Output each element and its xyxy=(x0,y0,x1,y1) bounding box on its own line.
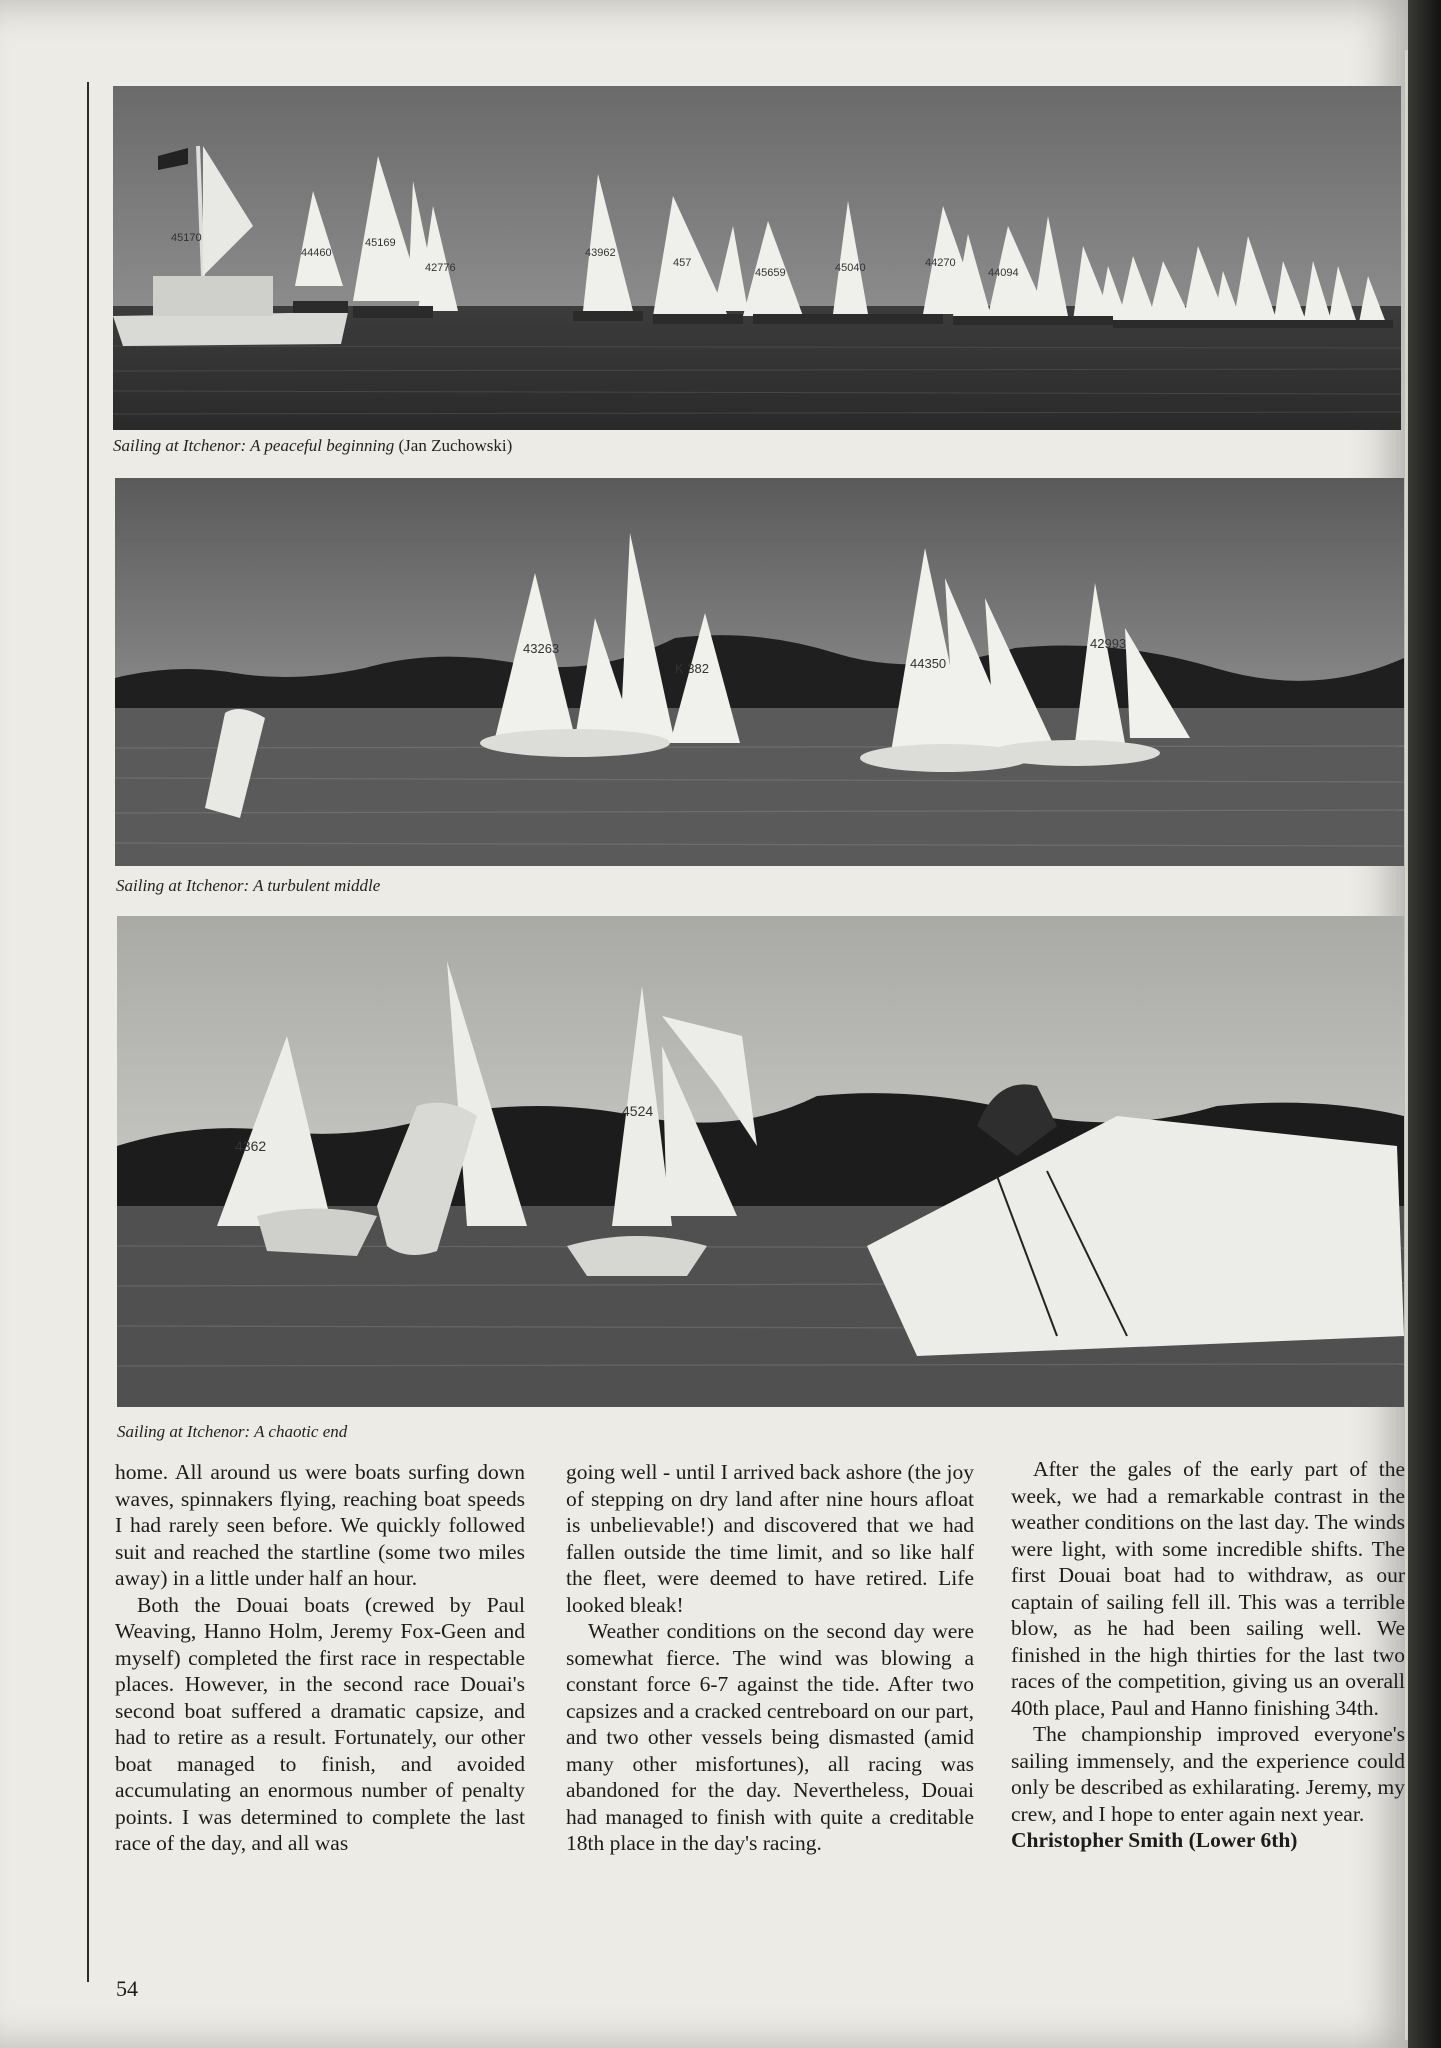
sail-number: 4362 xyxy=(235,1138,267,1154)
caption-title: Sailing at Itchenor: A chaotic end xyxy=(117,1422,348,1441)
race-photo-image xyxy=(115,478,1404,866)
book-spine xyxy=(1408,0,1441,2048)
sail-number: 43263 xyxy=(523,641,560,656)
article-column-3 xyxy=(1011,1456,1405,1854)
fleet-photo-image xyxy=(113,86,1401,430)
margin-rule xyxy=(87,82,89,1982)
sail-number: 45170 xyxy=(171,232,202,244)
caption-title: Sailing at Itchenor: A peaceful beginning xyxy=(113,436,395,455)
author-byline: Christopher Smith (Lower 6th) xyxy=(1011,1828,1298,1852)
photo2-caption xyxy=(116,876,380,896)
caption-title: Sailing at Itchenor: A turbulent middle xyxy=(116,876,381,895)
sail-number: 44350 xyxy=(910,656,947,671)
article-column-1 xyxy=(115,1459,525,1857)
paragraph: After the gales of the early part of the week, we had a remarkable contrast in the weather conditions on the last day. The winds were light, with some incredible shifts. The first Douai boat had to withdraw, as our captain of sailing fell ill. This was a terrible blow, as he had been sailing well. We finished in the high thirties for the last two races of the competition, giving us an overall 40th place, Paul and Hanno finishing 34th. xyxy=(1011,1457,1405,1720)
sail-number: 4524 xyxy=(622,1103,654,1119)
paragraph: going well - until I arrived back ashore (the joy of stepping on dry land after nine hours afloat is unbelievable!) and discovered that we had fallen outside the time limit, and so like half the fleet, were deemed to have retired. Life looked bleak! xyxy=(566,1460,974,1617)
sail-number: K 382 xyxy=(675,661,709,676)
sail-number: 44270 xyxy=(925,257,956,269)
sail-number: 44094 xyxy=(988,267,1019,279)
sail-number: 45659 xyxy=(755,267,786,279)
sail-number: 44460 xyxy=(301,247,332,259)
capsize-photo-image xyxy=(117,916,1404,1407)
sail-number: 45169 xyxy=(365,237,396,249)
paragraph: The championship improved everyone's sailing immensely, and the experience could only be described as exhilarating. Jeremy, my crew, and I hope to enter again next year. xyxy=(1011,1722,1405,1826)
sail-number: 42993 xyxy=(1090,636,1127,651)
sail-number: 457 xyxy=(673,257,692,269)
photo-chaotic-end xyxy=(117,916,1404,1407)
paragraph: Both the Douai boats (crewed by Paul Weaving, Hanno Holm, Jeremy Fox-Geen and myself) completed the first race in respectable places. However, in the second race Douai's second boat suffered a dramatic capsize, and had to retire as a result. Fortunately, our other boat managed to finish, and avoided accumulating an enormous number of penalty points. I was determined to complete the last race of the day, and all was xyxy=(115,1592,525,1855)
photo-turbulent-middle xyxy=(115,478,1404,866)
photo-peaceful-beginning xyxy=(113,86,1401,430)
sail-number: 45040 xyxy=(835,262,866,274)
sail-number: 42776 xyxy=(425,262,456,274)
paragraph: home. All around us were boats surfing down waves, spinnakers flying, reaching boat speeds I had rarely seen before. We quickly followed suit and reached the startline (some two miles away) in a little under half an hour. xyxy=(115,1460,525,1590)
photo-credit: (Jan Zuchowski) xyxy=(398,436,513,455)
sail-number: 43962 xyxy=(585,247,616,259)
photo3-caption xyxy=(117,1422,347,1442)
photo1-caption xyxy=(113,436,512,456)
page-number: 54 xyxy=(116,1976,138,2001)
article-column-2 xyxy=(566,1459,974,1857)
paragraph: Weather conditions on the second day were somewhat fierce. The wind was blowing a constant force 6-7 against the tide. After two capsizes and a cracked centreboard on our part, and two other vessels being dismasted (amid many other misfortunes), all racing was abandoned for the day. Nevertheless, Douai had managed to finish with quite a creditable 18th place in the day's racing. xyxy=(566,1619,974,1855)
